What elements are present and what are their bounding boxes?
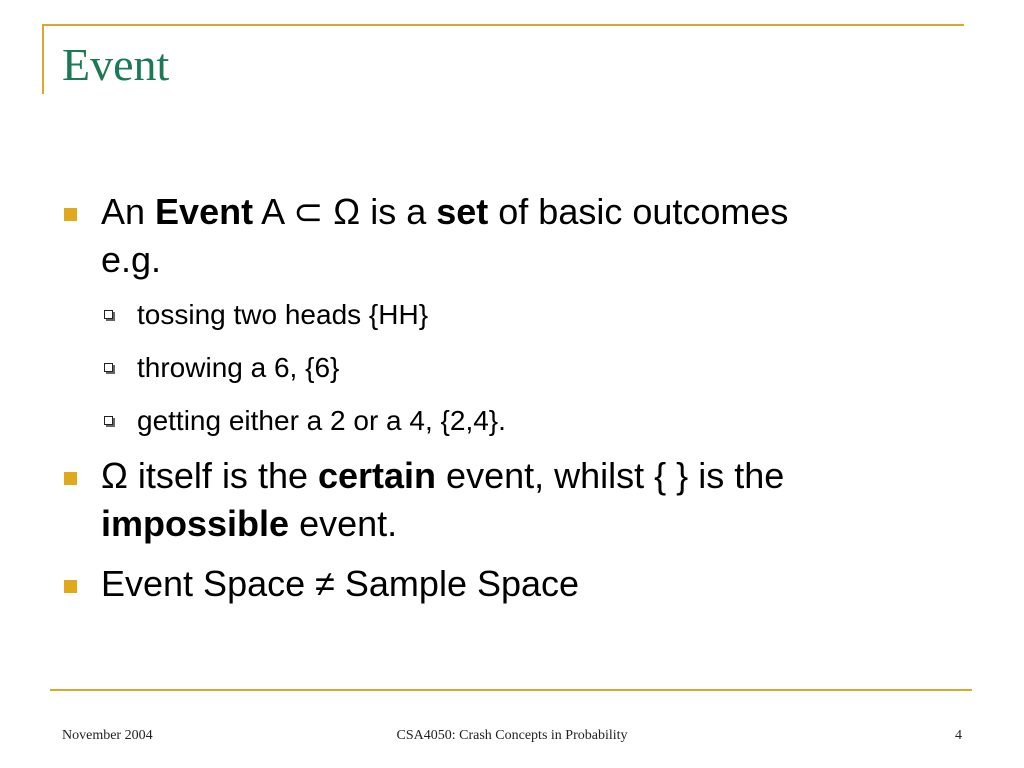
bullet-text: An Event A ⊂ Ω is a set of basic outcomes e.g. bbox=[101, 191, 789, 280]
bullet-text: Ω itself is the certain event, whilst { } is the impossible event. bbox=[101, 455, 785, 544]
bold-term-set: set bbox=[436, 191, 489, 232]
hollow-square-bullet-icon bbox=[104, 416, 113, 425]
bullet-certain-impossible bbox=[0, 452, 1024, 548]
sub-bullet-list bbox=[0, 298, 1024, 438]
bold-term-event: Event bbox=[155, 191, 254, 232]
frame-bottom-line bbox=[50, 689, 972, 691]
bullet-event-definition bbox=[0, 188, 1024, 284]
slide-body bbox=[0, 188, 1024, 608]
sub-bullet-item: tossing two heads {HH} bbox=[0, 298, 1024, 332]
square-bullet-icon bbox=[64, 580, 77, 593]
footer-date: November 2004 bbox=[62, 728, 153, 743]
sub-bullet-item: throwing a 6, {6} bbox=[0, 351, 1024, 385]
footer-title: CSA4050: Crash Concepts in Probability bbox=[396, 728, 628, 743]
hollow-square-bullet-icon bbox=[104, 363, 113, 372]
square-bullet-icon bbox=[64, 472, 77, 485]
slide-title: Event bbox=[62, 39, 170, 90]
page-number: 4 bbox=[955, 728, 962, 743]
sub-bullet-item: getting either a 2 or a 4, {2,4}. bbox=[0, 404, 1024, 438]
bullet-event-space: Event Space ≠ Sample Space bbox=[0, 560, 1024, 608]
hollow-square-bullet-icon bbox=[104, 310, 113, 319]
bold-term-impossible: impossible bbox=[101, 503, 290, 544]
frame-left-line bbox=[42, 24, 44, 94]
bold-term-certain: certain bbox=[317, 455, 437, 496]
square-bullet-icon bbox=[64, 208, 77, 221]
frame-top-line bbox=[42, 24, 964, 26]
